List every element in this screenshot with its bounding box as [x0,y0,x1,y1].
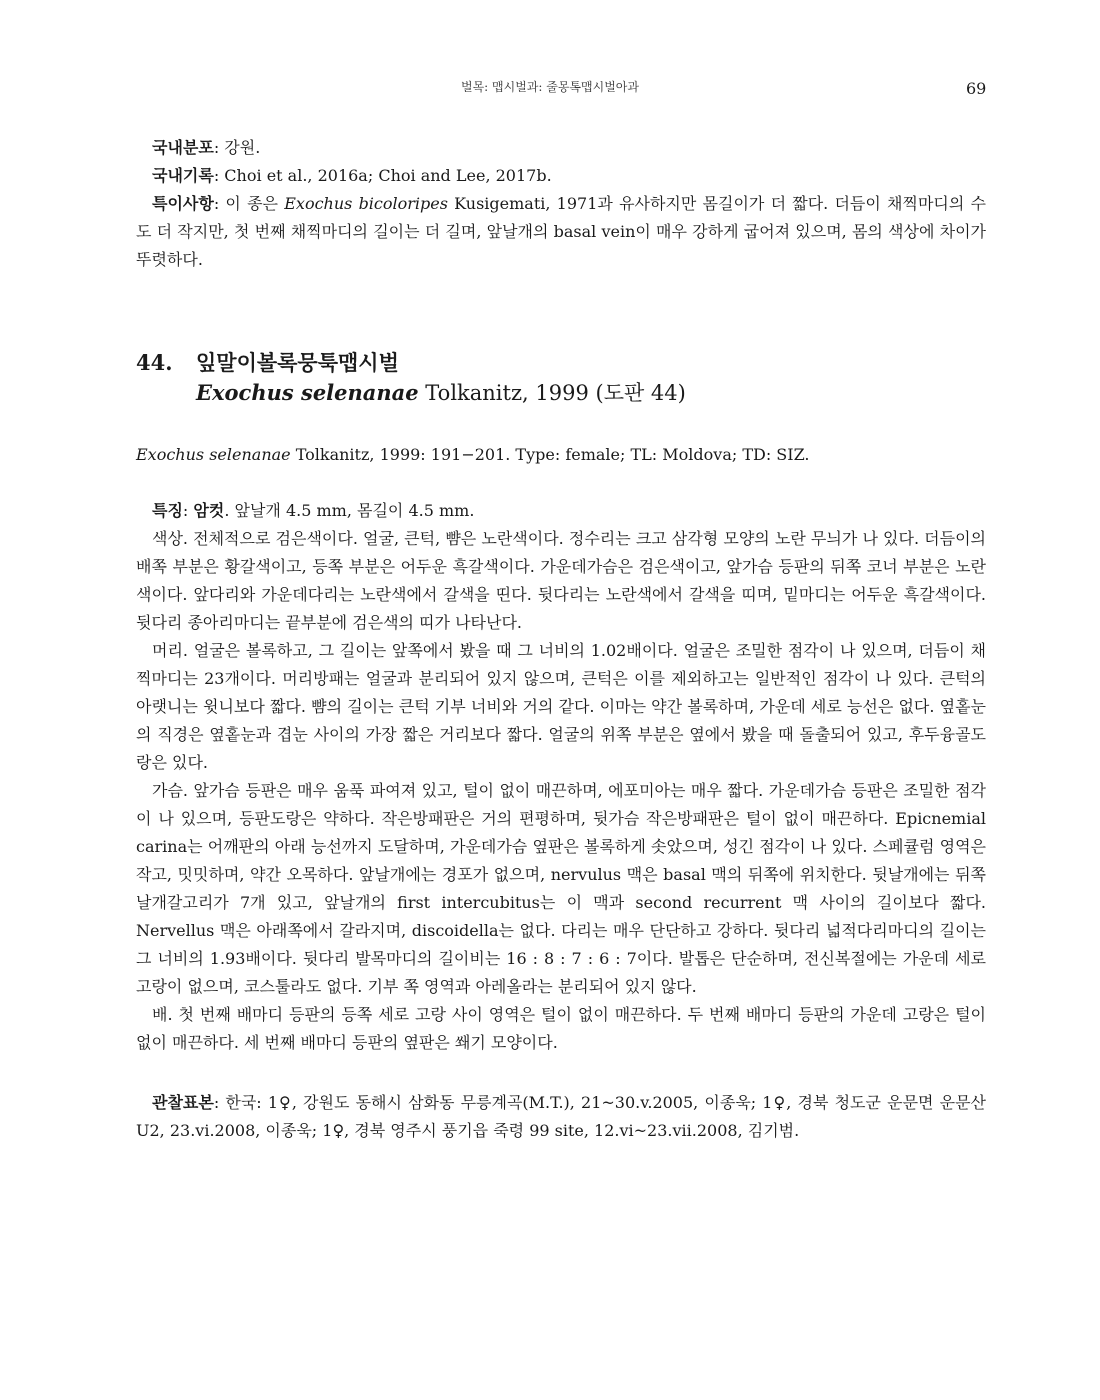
page-content [136,134,986,1145]
distribution-text: : 강원. [213,138,261,157]
records-paragraph [136,162,986,190]
species-korean-name: 잎말이볼록뭉툭맵시벌 [196,350,399,375]
remarks-text-pre: : 이 종은 [213,194,285,213]
running-head: 벌목: 맵시벌과: 줄몽톡맵시벌아과 [460,80,639,94]
remarks-text-post: Kusigemati, 1971과 유사하지만 몸길이가 더 짧다. 더듬이 채찍마디의 수도 더 작지만, 첫 번째 채찍마디의 길이는 더 길며, 앞날개의 basal vein이 매우 강하게 굽어져 있으며, 몸의 색상에 차이가 뚜렷하다. [136,194,987,269]
features-sex: 암컷 [193,501,225,520]
records-text: : Choi et al., 2016a; Choi and Lee, 2017b. [213,166,552,185]
synonymy-text: Tolkanitz, 1999: 191−201. Type: female; TL: Moldova; TD: SIZ. [290,445,810,464]
color-paragraph: 색상. 전체적으로 검은색이다. 얼굴, 큰턱, 뺨은 노란색이다. 정수리는 크고 삼각형 모양의 노란 무늬가 나 있다. 더듬이의 배쪽 부분은 황갈색이고, 등쪽 부분은 어두운 흑갈색이다. 가운데가슴은 검은색이고, 앞가슴 등판의 뒤쪽 코너 부분은 노란색이다. 앞다리와 가운데다리는 노란색에서 갈색을 띤다. 뒷다리는 노란색에서 갈색을 띠며, 밑마디는 어두운 흑갈색이다. 뒷다리 종아리마디는 끝부분에 검은색의 띠가 나타난다. [136,529,986,632]
features-paragraph: 특징: 암컷. 앞날개 4.5 mm, 몸길이 4.5 mm. [152,501,475,520]
specimens-paragraph [136,1089,986,1145]
remarks-scientific-name: Exochus bicoloripes [284,194,448,213]
abdomen-paragraph: 배. 첫 번째 배마디 등판의 등쪽 세로 고랑 사이 영역은 털이 없이 매끈하다. 두 번째 배마디 등판의 가운데 고랑은 털이 없이 매끈하다. 세 번째 배마디 등판의 옆판은 쐐기 모양이다. [136,1005,986,1052]
species-number: 44. [136,350,173,375]
records-label: 국내기록 [152,166,214,185]
species-author: Tolkanitz, 1999 (도판 44) [418,381,686,405]
remarks-label: 특이사항 [152,194,214,213]
species-heading-korean [136,348,986,378]
distribution-label: 국내분포 [152,138,214,157]
features-label: 특징 [152,501,183,520]
specimens-label: 관찰표본 [152,1093,214,1112]
head-paragraph: 머리. 얼굴은 볼록하고, 그 길이는 앞쪽에서 봤을 때 그 너비의 1.02배이다. 얼굴은 조밀한 점각이 나 있으며, 더듬이 채찍마디는 23개이다. 머리방패는 얼굴과 분리되어 있지 않으며, 큰턱은 이를 제외하고는 일반적인 점각이 나 있다. 큰턱의 아랫니는 윗니보다 짧다. 뺨의 길이는 큰턱 기부 너비와 거의 같다. 이마는 약간 볼록하며, 가운데 세로 능선은 없다. 옆홑눈의 직경은 옆홑눈과 겹눈 사이의 가장 짧은 거리보다 짧다. 얼굴의 위쪽 부분은 옆에서 봤을 때 돌출되어 있고, 후두융골도랑은 있다. [136,641,986,772]
synonymy-line [136,441,986,469]
features-measurements: . 앞날개 4.5 mm, 몸길이 4.5 mm. [224,501,475,520]
species-heading-scientific [136,378,986,408]
synonymy-scientific-name: Exochus selenanae [136,445,291,464]
distribution-paragraph [136,134,986,162]
specimens-text: : 한국: 1♀, 강원도 동해시 삼화동 무릉계곡(M.T.), 21~30.v.2005, 이종욱; 1♀, 경북 청도군 운문면 운문산 U2, 23.vi.2008, 이종욱; 1♀, 경북 영주시 풍기읍 죽령 99 site, 12.vi~23.vii.2008, 김기범. [136,1093,986,1140]
page-number: 69 [966,79,987,98]
species-heading [136,348,986,408]
thorax-paragraph: 가슴. 앞가슴 등판은 매우 움푹 파여져 있고, 털이 없이 매끈하며, 에포미아는 매우 짧다. 가운데가슴 등판은 조밀한 점각이 나 있으며, 등판도랑은 약하다. 작은방패판은 거의 편평하며, 뒷가슴 작은방패판은 털이 없이 매끈하다. Epicnemial carina는 어깨판의 아래 능선까지 도달하며, 가운데가슴 옆판은 볼록하게 솟았으며, 성긴 점각이 나 있다. 스페큘럼 영역은 작고, 밋밋하며, 약간 오목하다. 앞날개에는 경포가 없으며, nervulus 맥은 basal 맥의 뒤쪽에 위치한다. 뒷날개에는 뒤쪽 날개갈고리가 7개 있고, 앞날개의 first intercubitus는 이 맥과 second recurrent 맥 사이의 길이보다 짧다. Nervellus 맥은 아래쪽에서 갈라지며, discoidella는 없다. 다리는 매우 단단하고 강하다. 뒷다리 넓적다리마디의 길이는 그 너비의 1.93배이다. 뒷다리 발목마디의 길이비는 16 : 8 : 7 : 6 : 7이다. 발톱은 단순하며, 전신복절에는 가운데 세로 고랑이 없으며, 코스툴라도 없다. 기부 쪽 영역과 아레올라는 분리되어 있지 않다. [136,781,986,996]
remarks-paragraph [136,190,986,274]
species-scientific-name: Exochus selenanae [196,380,419,405]
